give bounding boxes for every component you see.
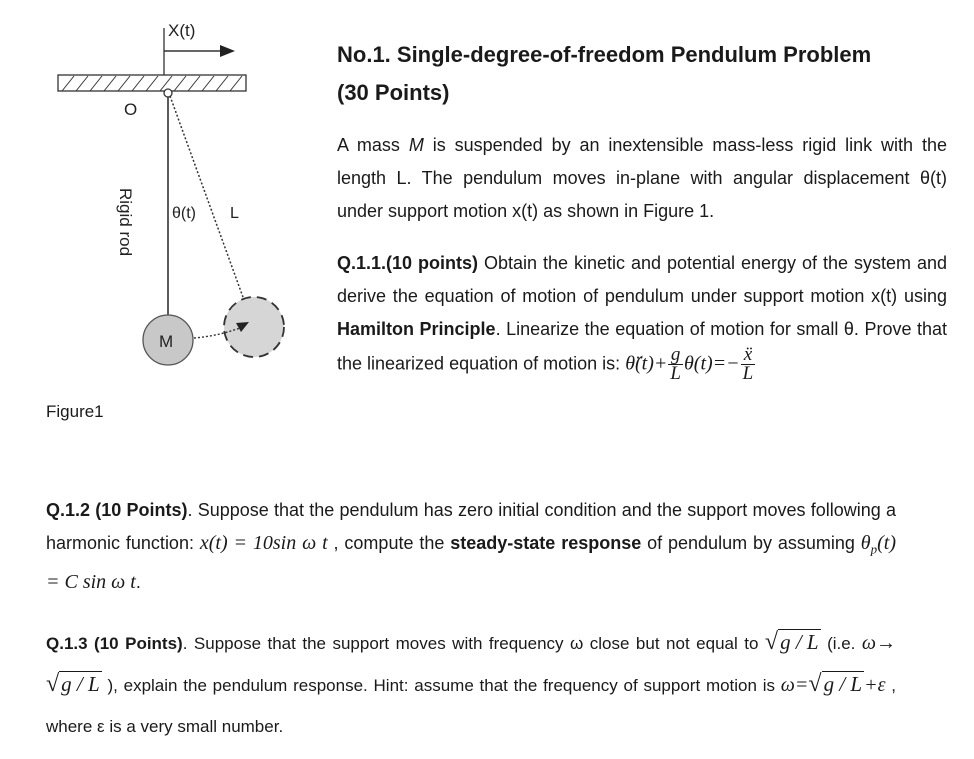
q13-text-1: . Suppose that the support moves with frequency ω close but not equal to xyxy=(182,634,765,653)
q11-frac2-den: L xyxy=(742,363,754,384)
q13-heading: Q.1.3 (10 Points) xyxy=(46,634,183,653)
q11-text-1: Obtain the kinetic and potential energy of the system and derive the equation of motion of pendulum under support motion x(t) using xyxy=(337,253,947,306)
q12-theta-subscript: p xyxy=(870,541,878,557)
q13-text-4: , where ε is a very small number. xyxy=(46,676,896,736)
q13-omega-eq: ω= xyxy=(780,674,809,696)
q13-sqrt-1: √g / L xyxy=(764,629,819,655)
q11-frac-xdd-over-L xyxy=(741,346,756,383)
q11-bold-term: Hamilton Principle xyxy=(337,319,496,339)
q12-support-equation: x(t) = 10sin ω t xyxy=(199,532,328,554)
question-1-1 xyxy=(337,247,947,383)
q11-eq-part-a: θ̈(t)+ xyxy=(625,352,668,375)
displaced-mass-bob xyxy=(224,297,284,357)
q12-theta-symbol: θ xyxy=(860,532,871,554)
q13-limit-arrow: ω→ xyxy=(861,632,897,654)
mass-label: M xyxy=(159,332,174,351)
q13-sqrt-2: √g / L xyxy=(46,671,100,697)
q13-text-3: ), explain the pendulum response. Hint: assume that the frequency of support motion is xyxy=(101,676,781,695)
q13-text-2: (i.e. xyxy=(827,634,862,653)
q11-heading: Q.1.1.(10 points) xyxy=(337,253,478,273)
intro-text-2: is suspended by an inextensible mass-less rigid link with the length L. The pendulum moves in-plane with angular displacement θ(t) under support motion x(t) as shown in Figure 1. xyxy=(337,135,947,221)
figure-caption: Figure1 xyxy=(46,402,104,421)
intro-paragraph xyxy=(337,129,947,228)
q12-heading: Q.1.2 (10 Points) xyxy=(46,500,188,520)
q13-radicand-2: g / L xyxy=(61,672,100,696)
q12-text-2: , compute the xyxy=(327,533,451,553)
q12-text-3: of pendulum by assuming xyxy=(641,533,861,553)
title-line-2: (30 Points) xyxy=(337,80,450,105)
rod-label: Rigid rod xyxy=(116,188,135,257)
q13-sqrt-3: √g / L xyxy=(808,671,863,697)
q12-bold-term: steady-state response xyxy=(450,533,642,553)
xt-label: X(t) xyxy=(168,21,196,40)
q11-eq-part-b: θ(t)=− xyxy=(683,352,740,375)
q13-radicand-3: g / L xyxy=(823,672,863,696)
q11-text-2: . Linearize the equation of motion for small θ. Prove that the linearized equation of motion is: xyxy=(337,319,948,374)
theta-label: θ(t) xyxy=(172,205,196,222)
q12-assumed-solution: (t) = C sin ω t xyxy=(46,532,896,593)
question-1-2 xyxy=(46,494,896,599)
q13-plus-epsilon: +ε xyxy=(864,674,886,696)
length-label: L xyxy=(230,205,239,222)
q11-frac-num: g xyxy=(668,346,683,365)
intro-text-1: A mass xyxy=(337,135,409,155)
q12-text-4: . xyxy=(135,571,141,592)
pendulum-figure xyxy=(40,10,340,430)
origin-label: O xyxy=(124,100,138,119)
title-line-1: No.1. Single-degree-of-freedom Pendulum Problem xyxy=(337,42,872,67)
q11-frac-den: L xyxy=(670,363,681,384)
q11-frac-g-over-L xyxy=(668,346,683,383)
q11-frac2-num: ẍ xyxy=(741,346,756,365)
q12-text-1: . Suppose that the pendulum has zero initial condition and the support moves following a harmonic function: xyxy=(46,500,896,553)
pivot-point xyxy=(164,89,172,97)
q13-radicand-1: g / L xyxy=(780,630,819,654)
question-1-3 xyxy=(46,622,896,747)
xt-arrow-head xyxy=(220,45,235,57)
problem-title xyxy=(337,36,937,112)
intro-mass-symbol: M xyxy=(408,135,424,155)
